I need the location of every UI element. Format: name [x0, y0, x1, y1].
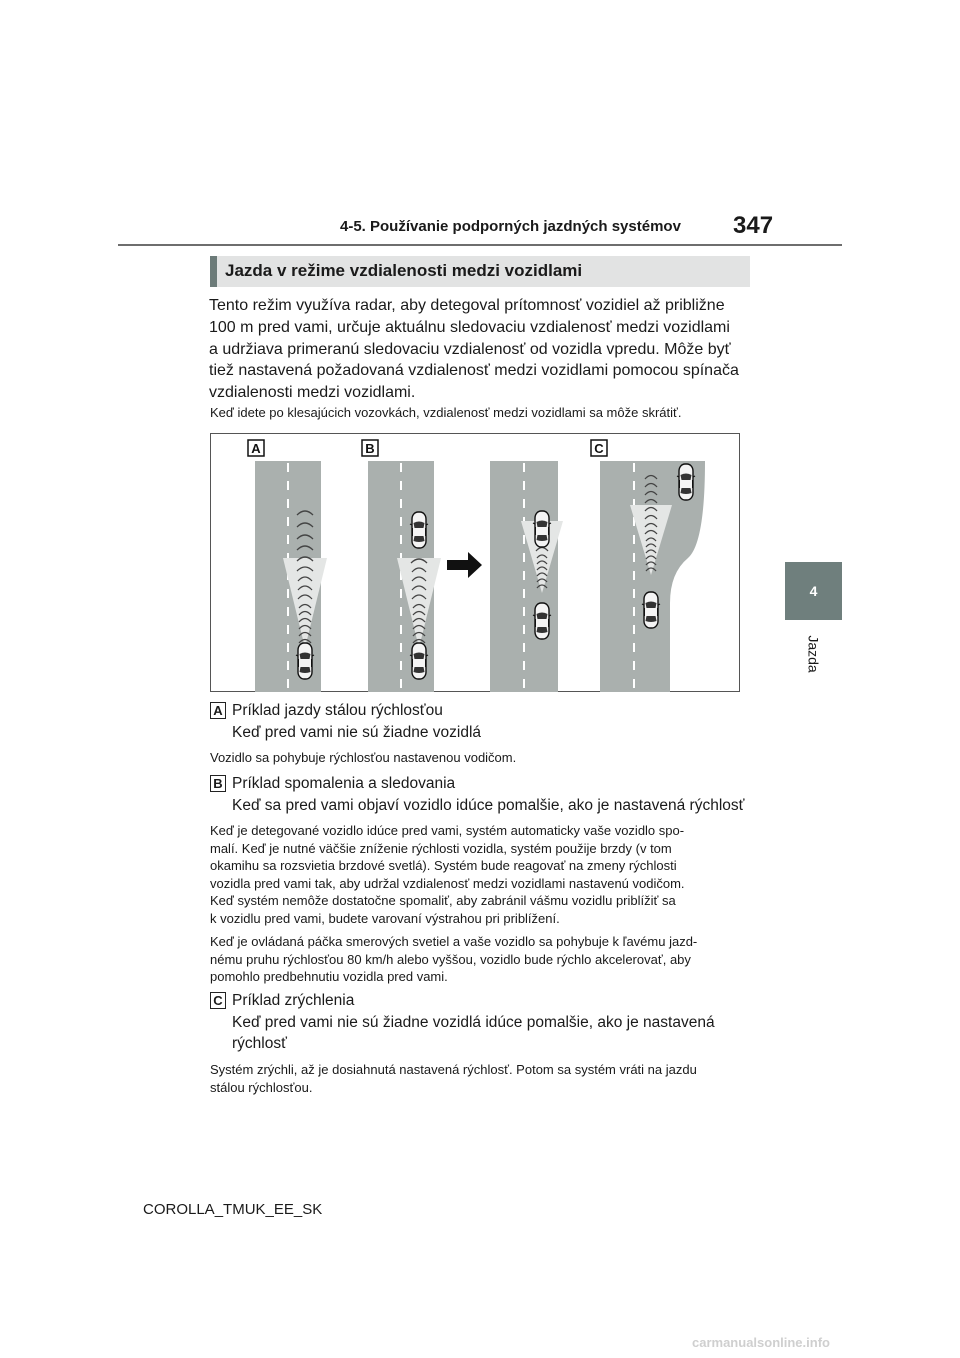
watermark: carmanualsonline.info [692, 1335, 830, 1350]
item-b-note-line: Keď systém nemôže dostatočne spomaliť, aby zabránil vášmu vozidlu priblížiť sa [210, 893, 676, 908]
item-c-note-line: stálou rýchlosťou. [210, 1080, 313, 1095]
figure-label: C [594, 441, 604, 456]
item-badge-c: C [210, 992, 226, 1009]
intro-line: 100 m pred vami, určuje aktuálnu sledovaciu vzdialenosť medzi vozidlami [209, 319, 730, 336]
figure-label: A [251, 441, 261, 456]
following-distance-illustration [210, 433, 740, 692]
document-code: COROLLA_TMUK_EE_SK [143, 1201, 323, 1218]
own-vehicle [533, 603, 551, 639]
item-b-note-line: okamihu sa rozsvietia brzdové svetlá). Systém bude reagovať na zmeny rýchlosti [210, 858, 677, 873]
item-c-subtitle-line: rýchlosť [232, 1035, 287, 1052]
item-badge-a: A [210, 702, 226, 719]
item-b-note-line: malí. Keď je nutné väčšie zníženie rýchlosti vozidla, systém použije brzdy (v tom [210, 841, 672, 856]
item-c-title: Príklad zrýchlenia [232, 992, 355, 1009]
figure-label: B [365, 441, 375, 456]
chapter-tab[interactable] [785, 562, 842, 620]
section-heading-accent [210, 256, 217, 287]
item-b-note-line: vozidla pred vami tak, aby udržal vzdialenosť medzi vozidlami nastavenú vodičom. [210, 876, 685, 891]
intro-line: Tento režim využíva radar, aby detegoval prítomnosť vozidiel až približne [209, 297, 725, 314]
item-b-note2-line: nému pruhu rýchlosťou 80 km/h alebo vyššou, vozidlo bude rýchlo akcelerovať, aby [210, 952, 691, 967]
chapter-number: 4 [809, 583, 818, 599]
intro-line: a udržiava primeranú sledovaciu vzdialenosť od vozidla vpredu. Môže byť [209, 341, 731, 358]
intro-note: Keď idete po klesajúcich vozovkách, vzdialenosť medzi vozidlami sa môže skrátiť. [210, 405, 682, 420]
preceding-vehicle [533, 511, 551, 547]
section-heading: Jazda v režime vzdialenosti medzi vozidlami [225, 261, 583, 280]
item-b-note-line: Keď je detegované vozidlo idúce pred vami, systém automaticky vaše vozidlo spo- [210, 823, 685, 838]
own-vehicle [642, 592, 660, 628]
own-vehicle [410, 643, 428, 679]
item-a-subtitle: Keď pred vami nie sú žiadne vozidlá [232, 724, 482, 741]
item-b-title: Príklad spomalenia a sledovania [232, 775, 456, 792]
chapter-title: Jazda [805, 635, 822, 673]
item-a-note: Vozidlo sa pohybuje rýchlosťou nastavenou vodičom. [210, 750, 517, 765]
item-c-note-line: Systém zrýchli, až je dosiahnutá nastavená rýchlosť. Potom sa systém vráti na jazdu [210, 1062, 697, 1077]
item-b-subtitle: Keď sa pred vami objaví vozidlo idúce pomalšie, ako je nastavená rýchlosť [232, 797, 745, 814]
section-path: 4-5. Používanie podporných jazdných systémov [340, 218, 681, 235]
item-b-note-line: k vozidlu pred vami, budete varovaní výstrahou pri priblížení. [210, 911, 560, 926]
item-a-title: Príklad jazdy stálou rýchlosťou [232, 702, 443, 719]
preceding-vehicle [410, 512, 428, 548]
chapter-tab-label [790, 624, 838, 684]
item-b-note2-line: pomohlo predbehnutiu vozidla pred vami. [210, 969, 448, 984]
item-c-subtitle-line: Keď pred vami nie sú žiadne vozidlá idúce pomalšie, ako je nastavená [232, 1014, 715, 1031]
preceding-vehicle [677, 464, 695, 500]
own-vehicle [296, 643, 314, 679]
page-number: 347 [733, 212, 774, 239]
intro-line: tiež nastavená požadovaná vzdialenosť medzi vozidlami pomocou spínača [209, 362, 739, 379]
item-badge-b: B [210, 775, 226, 792]
intro-line: vzdialenosti medzi vozidlami. [209, 384, 416, 401]
item-b-note2-line: Keď je ovládaná páčka smerových svetiel a vaše vozidlo sa pohybuje k ľavému jazd- [210, 934, 698, 949]
header-rule [118, 244, 842, 246]
